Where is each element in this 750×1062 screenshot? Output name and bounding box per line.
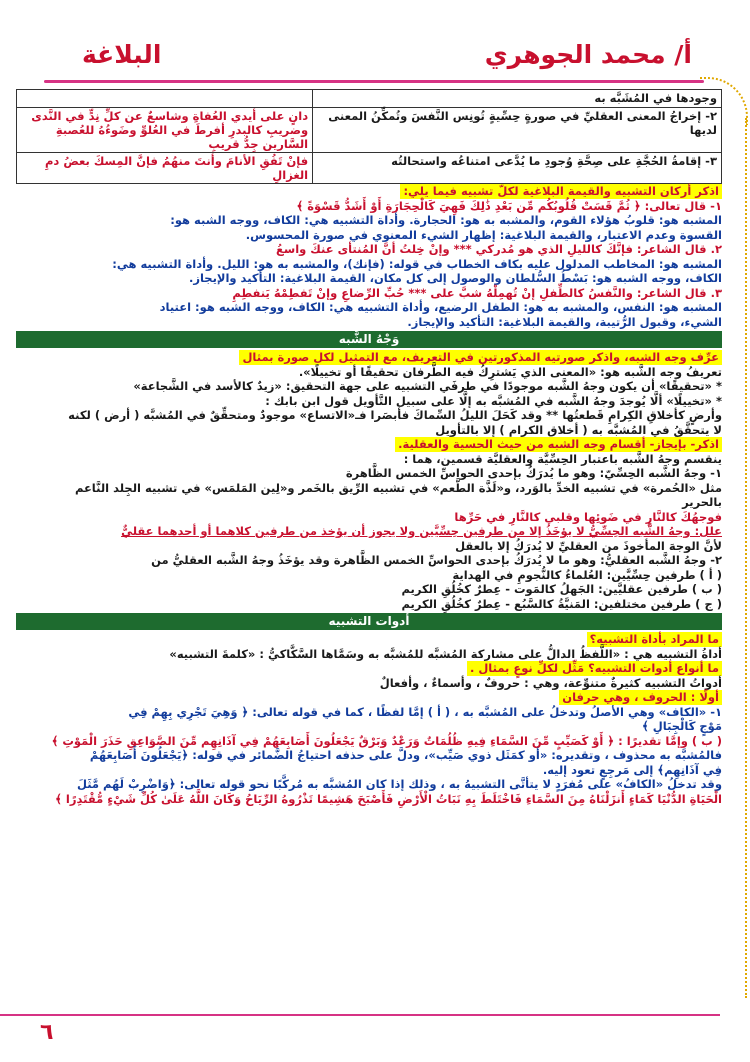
answer-line: المشبه هو: النفس، والمشبه به هو: الطفل الرضيع، وأداة التشبيه هي: الكاف، ووجه الشبه هو: اعتياد — [159, 300, 722, 314]
table-cell-purpose: ٢- إخراجُ المعنى العقليِّ في صورةٍ حِسِّيةٍ تُونِس النَّفسَ وتُمكِّنُ المعنى لديها — [313, 108, 722, 153]
question-heading: ما أنواع أدوات التشبيه؟ مَثِّل لكلِّ نوعٍ بمثال . — [467, 661, 722, 676]
body-line: ١- وجهُ الشَّبه الحِسِّيّ: وهو ما يُدرَكُ بإحدى الحواسِّ الخمس الظَّاهرة — [345, 466, 722, 480]
table-cell-purpose: وجودها في المُشَبَّه به — [313, 90, 722, 108]
table-cell-purpose: ٣- إقامةُ الحُجَّةِ على صِحَّةِ وُجودِ ما يُدَّعى امتناعُه واستحالتُه — [313, 153, 722, 184]
body-line: * «تحقيقًا» أن يكون وجهُ الشَّبه موجودًا في طرفَي التشبيه على جهة التحقيق: «زيدٌ كالأسد في الشَّجاعة» — [133, 379, 722, 393]
body-line: ( ب ) طرفين عقليَّين: الجَهلُ كالمَوت - عِطرٌ كخُلُقِ الكريم — [401, 582, 722, 596]
body-line: بالحرير — [682, 495, 722, 509]
body-line: ( أ ) طرفين حِسِّيَّين: العُلماءُ كالنُّجومِ في الهداية — [452, 567, 722, 582]
page-number: ٦ — [40, 1020, 54, 1045]
body-line: أداةُ التشبيه هي : «اللَّفظُ الدالُّ على مشاركة المُشبَّه للمُشبَّه به وسَمَّاها السَّكَّاكيُّ : «كلمةَ التشبيه» — [169, 646, 722, 661]
body-line: أدواتُ التشبيه كثيرةٌ متنوِّعة، وهي : حروفٌ ، وأسماءٌ ، وأفعالٌ — [379, 675, 722, 690]
question-heading: عرِّف وجه الشبه، واذكر صورتيه المذكورتين في التعريف، مع التمثيل لكل صورة بمثال — [239, 350, 722, 365]
body-line: * «تخييلًا» ألَّا يُوجدَ وجهُ الشَّبه في المُشبَّه به إلَّا على سبيل التَّأويل قول ابن بابك : — [265, 393, 722, 408]
side-decoration — [743, 118, 747, 998]
header-divider — [44, 80, 704, 83]
body-line: ينقسم وجهُ الشَّبه باعتبار الحِسِّيَّة والعقليَّة قسمين، هما : — [403, 451, 722, 466]
example-line: ٢. قال الشاعر: فإنَّكَ كالليلِ الذي هو مُدركي *** وإنْ خِلتُ أنَّ المُنتأى عنكَ واسعُ — [276, 242, 722, 256]
body-line: مثل «الحُمرة» في تشبيه الخدِّ بالوَرد، و«لَذَّة الطَّعم» في تشبيه الرِّيق بالخَمر و«لِين المَلمَس» في تشبيه الجِلد النَّاعم — [74, 480, 722, 495]
example-line: ٣. قال الشاعر: والنَّفسُ كالطِّفلِ إنْ تُهمِلْهُ شبَّ على *** حُبِّ الرِّضاعِ وإنْ تَفطِمْهُ يَنفطِمِ — [232, 285, 722, 300]
section-heading-adawat-altashbih: أدوات التشبيه — [16, 613, 722, 630]
question-heading: اذكر- بإيجاز- أقسام وجه الشبه من حيث الحسية والعقلية. — [395, 437, 722, 452]
subject-title: البلاغة — [82, 40, 162, 69]
answer-line: القسوة وعدم الاعتبار، والقيمة البلاغية: إظهار الشيء المعنوي في صورة المحسوس. — [245, 227, 722, 242]
question-heading: اذكر أركان التشبيه والقيمة البلاغية لكلّ تشبيه فيما يلي: — [400, 184, 722, 199]
answer-line: المشبه هو: المخاطب المدلول عليه بكاف الخطاب في قوله: (فإنك)، والمشبه به هو: الليل. وأداة التشبيه هي: — [112, 256, 722, 271]
answer-line: الشيء، وقبول الرُّتيبة، والقيمة البلاغية: التأكيد والإيجاز. — [407, 314, 722, 329]
body-line: ( ج ) طرفين مختلفين: المَنيَّةُ كالسَّبُع - عِطرٌ كخُلُقِ الكريم — [401, 596, 722, 611]
body-line: وأرضٍ كأخلاقِ الكِرامِ قَطعتُها ** وقد كَحَلَ الليلُ السِّماكَ فأبصَرا فـ«الاتساع» موجودٌ ومتحقِّقٌ في المُشبَّه ( أرض ) لكنه — [68, 408, 722, 422]
page-content — [16, 89, 722, 806]
purpose-table — [16, 89, 722, 184]
table-row — [17, 90, 722, 108]
body-line: لا يتحقَّقُ في المُشبَّه به ( أخلاق الكرام ) إلا بالتأويل — [435, 422, 722, 437]
subheading: أولًا : الحروف ، وهي حرفان — [559, 690, 722, 705]
body-line: مَوْجٍ كَالْجِبَالِ ﴾ — [642, 719, 722, 733]
body-line: ٢- وجهُ الشَّبه العقليُّ: وهو ما لا يُدرَكُ بإحدى الحواسِّ الخمس الظَّاهرة وقد يؤخَذُ وجهُ الشَّبه العقليُّ من — [151, 553, 722, 567]
quran-line: ( ب ) وإمَّا تقديرًا : ﴿ أَوْ كَصَيِّبٍ مِّنَ السَّمَاءِ فِيهِ ظُلُمَاتٌ وَرَعْدٌ وَبَرْقٌ يَجْعَلُونَ أَصَابِعَهُمْ فِي آذَانِهِم مِّنَ الصَّوَاعِقِ حَذَرَ الْمَوْتِ ﴾ — [51, 733, 722, 748]
table-cell-example — [17, 90, 313, 108]
table-row — [17, 108, 722, 153]
body-line: لأنَّ الوجهَ المأخوذَ من العقليِّ لا يُدرَكُ إلا بالعقل — [455, 538, 722, 553]
table-row — [17, 153, 722, 184]
body-line: فالمُشبَّه به محذوف ، وتقديره: «أو كمَثَل ذوي صَيِّب»، ودلَّ على حذفه احتياجُ الضَّمائر في قوله: ﴿يَجْعَلُونَ أَصَابِعَهُمْ — [89, 748, 722, 762]
poetry-line: فوجهُكَ كالنَّارِ في ضَوئِها وقلبي كالنَّارِ في حَرِّها — [454, 509, 722, 524]
answer-line: الكاف، ووجه الشبه هو: بَسْطُ السُّلطان والوصول إلى كل مكان، القيمة البلاغية: التأكيد والإيجاز. — [188, 271, 722, 285]
example-line: ١- قال تعالى: ﴿ ثُمَّ قَسَتْ قُلُوبُكُم مِّن بَعْدِ ذَٰلِكَ فَهِيَ كَالْحِجَارَةِ أَوْ أَشَدُّ قَسْوَةً ﴾ — [296, 198, 722, 213]
table-cell-example: فإنْ تَفُقِ الأنامَ وأنتَ منهُمُ فإنَّ المِسكَ بعضُ دمِ الغزالِ — [17, 153, 313, 184]
body-line: ١- «الكاف» وهي الأصلُ وتدخلُ على المُشبَّه به ، ( أ ) إمَّا لفظًا ، كما في قوله تعالى: ﴿ وَهِيَ تَجْرِي بِهِمْ فِي — [128, 704, 722, 719]
definition-line: تعريفُ وجه الشَّبه هو: «المعنى الذي يَشترِكُ فيه الطَّرفان تحقيقًا أو تخييلًا». — [298, 364, 722, 379]
table-cell-example: دانٍ على أيدي العُفاةِ وشاسعٌ عن كلِّ نِدٍّ في النَّدى وضريبِ كالبدرِ أفرطَ في العُلوِّ وضَوءُهُ للعُصبةِ السَّارين جِدُّ قريبِ — [17, 108, 313, 153]
section-heading-wajh-alshabah: وَجْهُ الشَّبه — [16, 331, 722, 348]
quran-line: الْحَيَاةِ الدُّنْيَا كَمَاءٍ أَنزَلْنَاهُ مِنَ السَّمَاءِ فَاخْتَلَطَ بِهِ نَبَاتُ الْأَرْضِ فَأَصْبَحَ هَشِيمًا تَذْرُوهُ الرِّيَاحُ وَكَانَ اللَّهُ عَلَىٰ كُلِّ شَيْءٍ مُّقْتَدِرًا ﴾ — [55, 791, 722, 806]
reason-line: علل: وجهُ الشَّبه الحِسِّيُّ لا يؤخَذُ إلا من طرفين حِسِّيَّين ولا يجوز أن يؤخذ من طرفين كلاهما أو أحدهما عقليٌّ — [121, 524, 722, 538]
body-line: وقد تدخلُ «الكافُ» على مُفرَدٍ لا يتأتَّى التشبيهُ به ، وذلك إذا كان المُشبَّه به مُركَّبًا نحو قوله تعالى: ﴿وَاضْرِبْ لَهُم مَّثَلَ — [76, 777, 722, 791]
author-name: أ/ محمد الجوهري — [484, 40, 692, 69]
body-line: فِي آذَانِهِم﴾ إلى مَرجِعٍ تعود إليه. — [542, 762, 722, 777]
footer-divider — [0, 1014, 720, 1016]
answer-line: المشبه هو: قلوبُ هؤلاء القوم، والمشبه به هو: الحجارة. وأداة التشبيه هي: الكاف، ووجه الشبه هو: — [170, 213, 722, 227]
question-heading: ما المراد بأداة التشبيه؟ — [587, 632, 722, 647]
